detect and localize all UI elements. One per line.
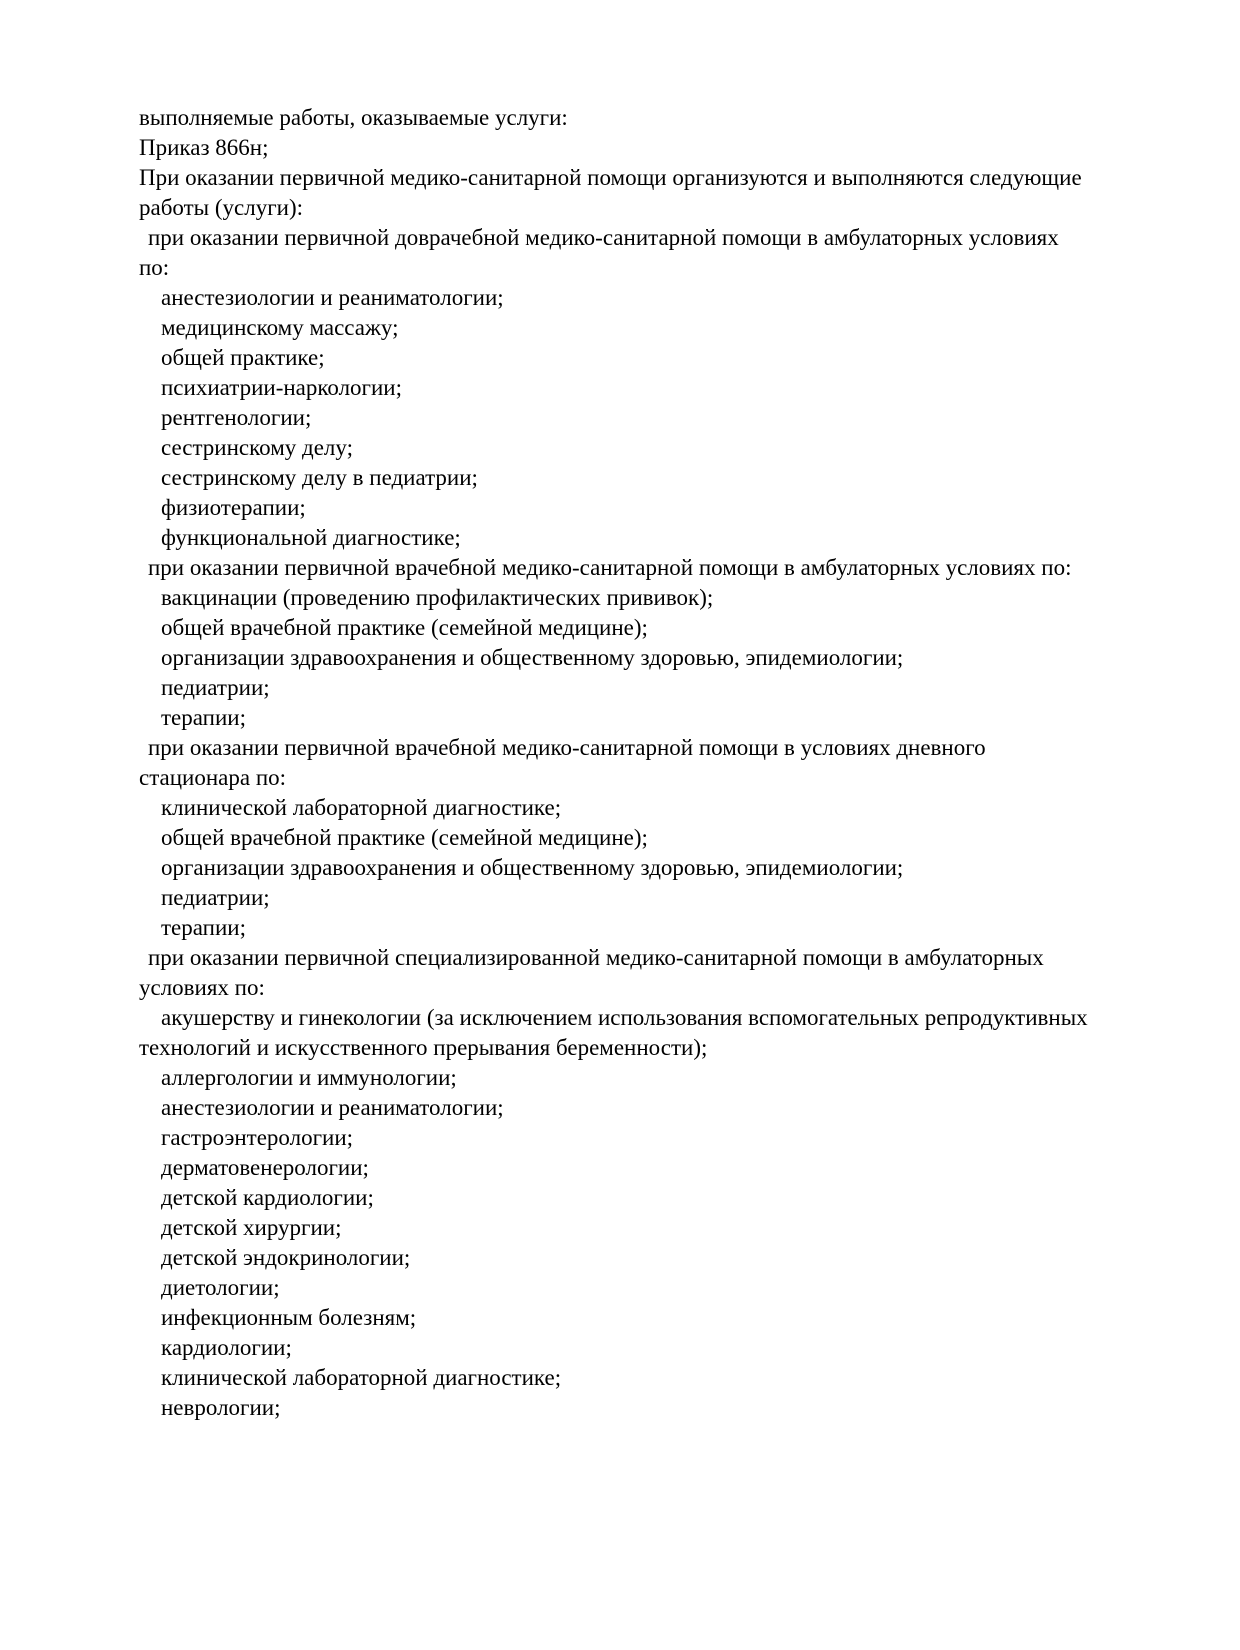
license-services-text-block (139, 103, 1179, 1423)
text-line: терапии; (161, 915, 246, 940)
text-line: аллергологии и иммунологии; (161, 1065, 457, 1090)
text-line: педиатрии; (161, 675, 270, 700)
text-line: инфекционным болезням; (161, 1305, 417, 1330)
text-line: терапии; (161, 705, 246, 730)
text-line: кардиологии; (161, 1335, 292, 1360)
text-line: рентгенологии; (161, 405, 312, 430)
text-line: клинической лабораторной диагностике; (161, 795, 562, 820)
text-line: клинической лабораторной диагностике; (161, 1365, 562, 1390)
text-line: общей врачебной практике (семейной медицине); (161, 825, 648, 850)
text-line: при оказании первичной специализированной медико-санитарной помощи в амбулаторных (148, 945, 1044, 970)
text-line: медицинскому массажу; (161, 315, 399, 340)
text-line: функциональной диагностике; (161, 525, 461, 550)
text-line: педиатрии; (161, 885, 270, 910)
text-line: анестезиологии и реаниматологии; (161, 1095, 504, 1120)
text-line: организации здравоохранения и общественному здоровью, эпидемиологии; (161, 645, 904, 670)
text-line: Приказ 866н; (139, 135, 269, 160)
text-line: выполняемые работы, оказываемые услуги: (139, 105, 568, 130)
text-line: стационара по: (139, 765, 287, 790)
text-line: сестринскому делу в педиатрии; (161, 465, 478, 490)
text-line: общей врачебной практике (семейной медицине); (161, 615, 648, 640)
text-line: неврологии; (161, 1395, 281, 1420)
text-line: детской эндокринологии; (161, 1245, 411, 1270)
text-line: акушерству и гинекологии (за исключением использования вспомогательных репродуктивных (161, 1005, 1088, 1030)
text-line: сестринскому делу; (161, 435, 353, 460)
text-line: при оказании первичной врачебной медико-санитарной помощи в амбулаторных условиях по: (148, 555, 1072, 580)
text-line: детской хирургии; (161, 1215, 342, 1240)
text-line: детской кардиологии; (161, 1185, 374, 1210)
text-line: диетологии; (161, 1275, 280, 1300)
text-line: условиях по: (139, 975, 265, 1000)
text-line: анестезиологии и реаниматологии; (161, 285, 504, 310)
text-line: при оказании первичной врачебной медико-санитарной помощи в условиях дневного (148, 735, 986, 760)
text-line: При оказании первичной медико-санитарной помощи организуются и выполняются следующие (139, 165, 1082, 190)
text-line: гастроэнтерологии; (161, 1125, 354, 1150)
text-line: общей практике; (161, 345, 325, 370)
text-line: дерматовенерологии; (161, 1155, 369, 1180)
text-line: по: (139, 255, 170, 280)
text-line: вакцинации (проведению профилактических прививок); (161, 585, 714, 610)
text-line: технологий и искусственного прерывания беременности); (139, 1035, 708, 1060)
text-line: физиотерапии; (161, 495, 306, 520)
text-line: работы (услуги): (139, 195, 303, 220)
text-line: организации здравоохранения и общественному здоровью, эпидемиологии; (161, 855, 904, 880)
text-line: психиатрии-наркологии; (161, 375, 402, 400)
text-line: при оказании первичной доврачебной медико-санитарной помощи в амбулаторных условиях (148, 225, 1059, 250)
